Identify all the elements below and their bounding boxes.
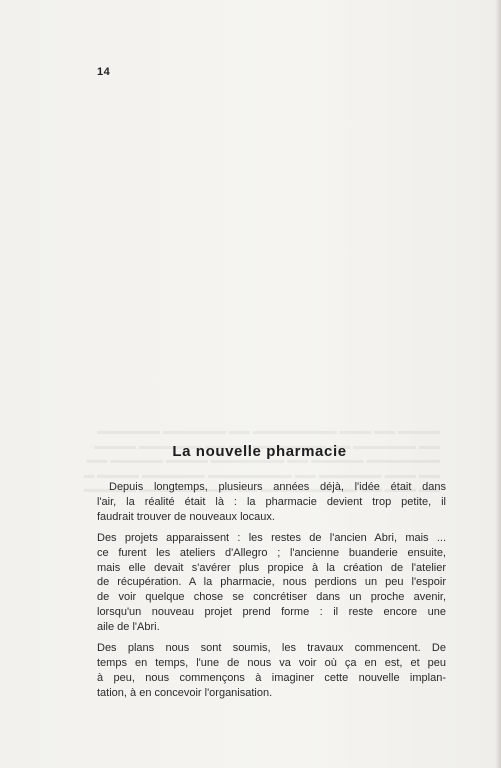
paragraph <box>97 641 446 701</box>
text-line: Des plans nous sont soumis, les travaux commencent. De <box>97 642 446 655</box>
paragraph <box>97 480 446 525</box>
article-body <box>97 480 446 707</box>
text-line: aile de l'Abri. <box>97 621 160 634</box>
text-line: à peu, nous commençons à imaginer cette nouvelle implan- <box>97 671 446 684</box>
page-number: 14 <box>97 66 111 78</box>
text-line: mais elle devait s'avérer plus propice à la création de l'atelier <box>97 561 446 574</box>
text-line: Depuis longtemps, plusieurs années déjà, l'idée était dans <box>109 481 446 493</box>
page-edge-shadow <box>495 0 501 768</box>
text-line: l'air, la réalité était là : la pharmacie devient trop petite, il <box>97 495 446 508</box>
text-line: tation, à en concevoir l'organisation. <box>97 686 273 699</box>
article-title: La nouvelle pharmacie <box>172 443 347 460</box>
text-line: lorsqu'un nouveau projet prend forme : il reste encore une <box>97 606 446 619</box>
paragraph <box>97 531 446 635</box>
text-line: de voir quelque chose se concrétiser dans un proche avenir, <box>97 591 446 604</box>
text-line: faudrait trouver de nouveaux locaux. <box>97 510 275 523</box>
text-line: ce furent les ateliers d'Allegro ; l'ancienne buanderie ensuite, <box>97 546 446 559</box>
text-line: Des projets apparaissent : les restes de l'ancien Abri, mais ... <box>97 531 446 544</box>
text-line: de récupération. A la pharmacie, nous perdions un peu l'espoir <box>97 576 446 589</box>
text-line: temps en temps, l'une de nous va voir où ça en est, et peu <box>97 656 446 669</box>
